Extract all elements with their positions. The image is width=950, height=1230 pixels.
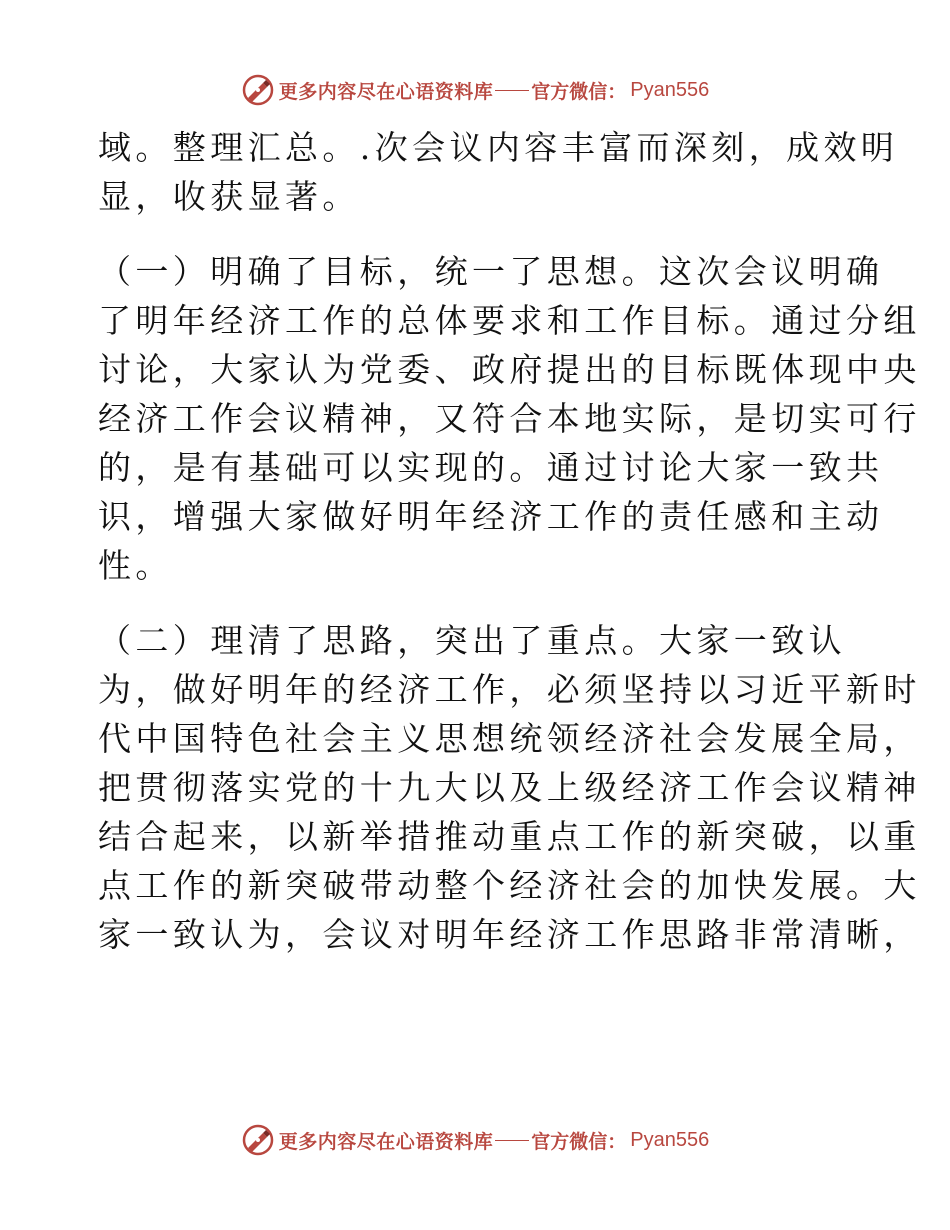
footer-watermark-banner [0,1120,950,1160]
paragraph-1 [98,123,899,221]
text-line: 识，增强大家做好明年经济工作的责任感和主动 [98,497,884,536]
pen-logo-icon [241,1123,275,1157]
text-line: 了明年经济工作的总体要求和工作目标。通过分组 [98,301,921,340]
watermark-wechat-id: Pyan556 [630,1128,710,1151]
text-line: 性。 [98,546,173,585]
document-body [98,123,921,959]
text-line: 家一致认为，会议对明年经济工作思路非常清晰， [98,915,921,954]
text-line: 的，是有基础可以实现的。通过讨论大家一致共 [98,448,884,487]
watermark-label: 官方微信： [531,80,627,103]
watermark-main-text: 更多内容尽在心语资料库 [278,80,494,103]
paragraph-3 [98,616,921,959]
text-line: 经济工作会议精神，又符合本地实际，是切实可行 [98,399,921,438]
text-line: 代中国特色社会主义思想统领经济社会发展全局， [98,719,921,758]
text-line: 结合起来，以新举措推动重点工作的新突破，以重 [98,817,921,856]
pen-logo-icon [241,73,275,107]
watermark-label: 官方微信： [531,1130,627,1153]
watermark-main-text: 更多内容尽在心语资料库 [278,1130,494,1153]
text-line: 讨论，大家认为党委、政府提出的目标既体现中央 [98,350,921,389]
paragraph-2 [98,247,921,590]
text-line: （一）明确了目标，统一了思想。这次会议明确 [98,252,884,291]
text-line: 显，收获显著。 [98,177,360,216]
text-line: （二）理清了思路，突出了重点。大家一致认 [98,621,846,660]
watermark-wechat-id: Pyan556 [630,78,710,101]
watermark-dash [495,1140,529,1141]
header-watermark-banner [0,70,950,110]
text-line: 点工作的新突破带动整个经济社会的加快发展。大 [98,866,921,905]
text-line: 域。整理汇总。.次会议内容丰富而深刻，成效明 [98,128,899,167]
watermark-dash [495,90,529,91]
text-line: 把贯彻落实党的十九大以及上级经济工作会议精神 [98,768,921,807]
text-line: 为，做好明年的经济工作，必须坚持以习近平新时 [98,670,921,709]
